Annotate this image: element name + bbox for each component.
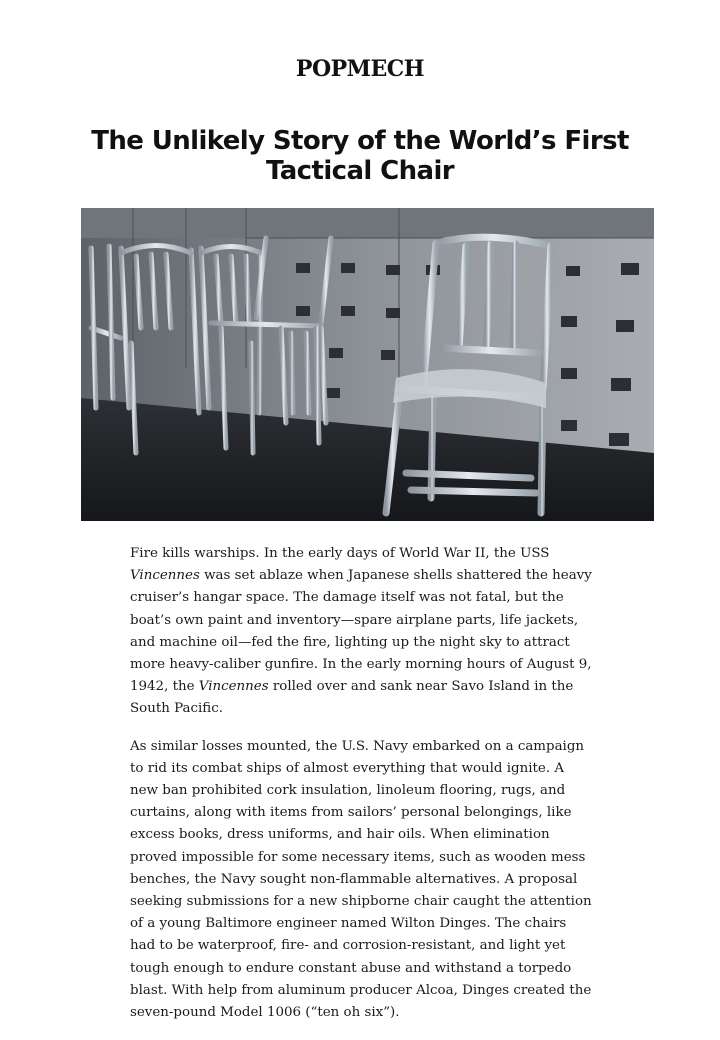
- hero-image: [81, 208, 654, 521]
- ship-name: Vincennes: [130, 568, 200, 584]
- paragraph-1-text-c: rolled over and sank near Savo Island in the South Pacific.: [130, 679, 574, 717]
- article-body: [130, 543, 592, 1039]
- paragraph-1-text-b: was set ablaze when Japanese shells shattered the heavy cruiser’s hangar space. The damage itself was not fatal, but the boat’s own paint and inventory—spare airplane parts, life jackets, and machine oil—fed the fire, lighting up the night sky to attract more heavy-caliber gunfire. In the early morning hours of August 9, 1942, the: [130, 568, 592, 695]
- ship-name-2: Vincennes: [198, 679, 269, 695]
- article-title: The Unlikely Story of the World’s First Tactical Chair: [91, 126, 629, 186]
- paragraph-2: As similar losses mounted, the U.S. Navy embarked on a campaign to rid its combat ships of almost everything that would ignite. A new ban prohibited cork insulation, linoleum flooring, rugs, and curtains, along with items from sailors’ personal belongings, like excess books, dress uniforms, and hair oils. When elimination proved impossible for some necessary items, such as wooden mess benches, the Navy sought non-flammable alternatives. A proposal seeking submissions for a new shipborne chair caught the attention of a young Baltimore engineer named Wilton Dinges. The chairs had to be waterproof, fire- and corrosion-resistant, and light yet tough enough to endure constant abuse and withstand a torpedo blast. With help from aluminum producer Alcoa, Dinges created the seven-pound Model 1006 (“ten oh six”).: [130, 738, 592, 1021]
- site-logo[interactable]: POPMECH: [295, 56, 425, 82]
- paragraph-1-text-a: Fire kills warships. In the early days of World War II, the USS: [130, 546, 550, 561]
- paragraph-1: [130, 543, 592, 721]
